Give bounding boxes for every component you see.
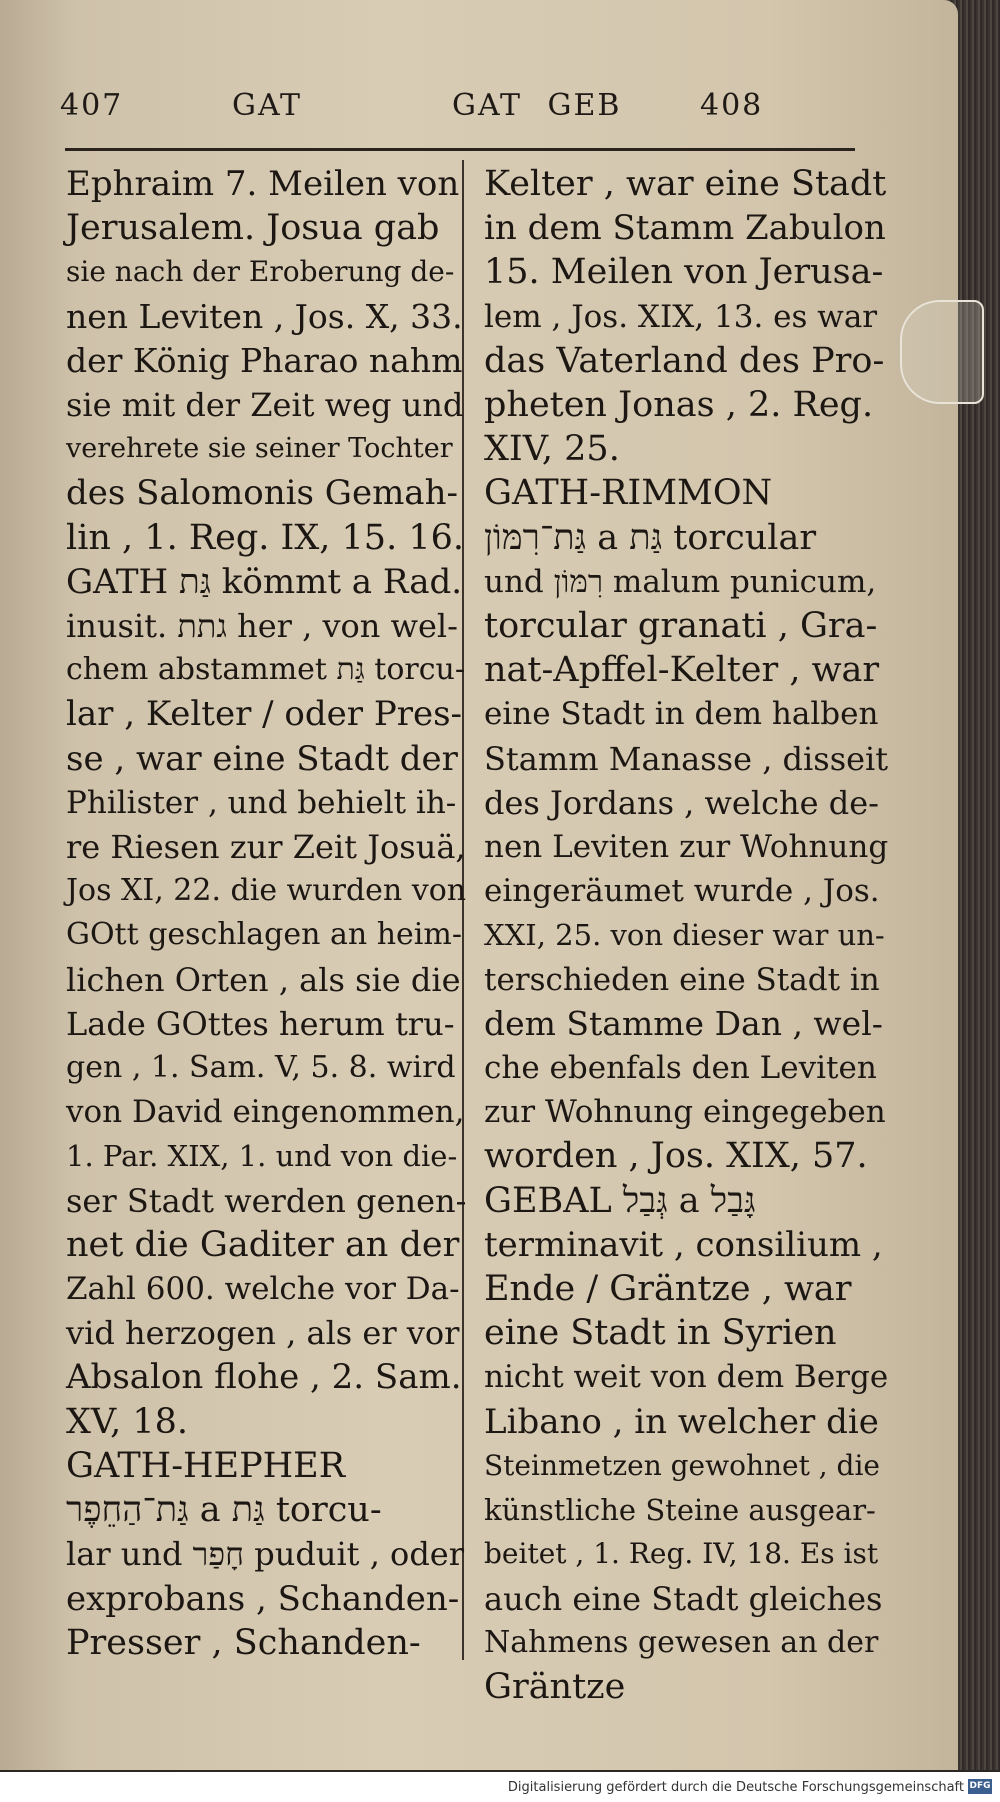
text-line: GATH-HEPHER [66, 1445, 346, 1486]
text-line: lem , Jos. XIX, 13. es war [484, 298, 878, 335]
text-line: Steinmetzen gewohnet , die [484, 1448, 880, 1482]
right-keyword: GAT GEB [452, 88, 622, 123]
text-line: chem abstammet גַּת torcu- [66, 652, 465, 688]
text-line: גַּת־הַחֵפֶר a גַּת torcu- [66, 1490, 382, 1531]
text-line: eingeräumet wurde , Jos. [484, 873, 880, 910]
text-line: 15. Meilen von Jerusa- [484, 252, 884, 293]
text-line: Absalon flohe , 2. Sam. [66, 1357, 462, 1398]
text-line: Jerusalem. Josua gab [66, 208, 440, 249]
text-line: Kelter , war eine Stadt [484, 164, 887, 204]
text-line: sie mit der Zeit weg und [66, 386, 464, 425]
text-line: nen Leviten zur Wohnung [484, 829, 889, 866]
text-line: Jos XI, 22. die wurden von [66, 873, 467, 909]
text-line: che ebenfals den Leviten [484, 1050, 877, 1087]
text-line: beitet , 1. Reg. IV, 18. Es ist [484, 1537, 879, 1571]
text-line: verehrete sie seiner Tochter [66, 433, 453, 465]
text-line: der König Pharao nahm [66, 340, 463, 380]
text-line: XIV, 25. [484, 429, 620, 470]
text-line: sie nach der Eroberung de- [66, 255, 455, 289]
funding-credit: Digitalisierung gefördert durch die Deutsche Forschungsgemeinschaft [507, 1780, 964, 1795]
text-line: Presser , Schanden- [66, 1622, 421, 1663]
text-line: Stamm Manasse , disseit [484, 739, 889, 778]
text-line: se , war eine Stadt der [66, 738, 458, 779]
text-line: ser Stadt werden genen- [66, 1181, 467, 1220]
text-line: das Vaterland des Pro- [484, 340, 885, 381]
text-line: eine Stadt in dem halben [484, 696, 879, 733]
text-line: künstliche Steine ausgear- [484, 1493, 876, 1528]
text-line: nicht weit von dem Berge [484, 1359, 889, 1396]
text-line: XXI, 25. von dieser war un- [484, 918, 885, 953]
header-rule [65, 148, 855, 151]
left-keyword: GAT [232, 88, 302, 123]
text-line: exprobans , Schanden- [66, 1578, 460, 1619]
text-line: inusit. גתת her , von wel- [66, 607, 458, 646]
page-clip-tab [900, 300, 984, 404]
text-line: GEBAL גְּבַל a גָּבַל [484, 1180, 756, 1221]
text-line: dem Stamme Dan , wel- [484, 1003, 883, 1043]
right-page-number: 408 [700, 88, 764, 123]
text-line: Gräntze [484, 1666, 626, 1707]
text-line: nen Leviten , Jos. X, 33. [66, 296, 463, 336]
text-line: nat-Apffel-Kelter , war [484, 650, 880, 691]
digitization-footer [0, 1772, 1000, 1802]
text-line: pheten Jonas , 2. Reg. [484, 385, 874, 426]
text-line: gen , 1. Sam. V, 5. 8. wird [66, 1050, 456, 1086]
text-line: גַּת־רִמּוֹן a גַּת torcular [484, 517, 817, 558]
text-line: net die Gaditer an der [66, 1224, 460, 1265]
text-line: XV, 18. [66, 1401, 188, 1442]
running-header [60, 88, 880, 148]
text-line: GOtt geschlagen an heim- [66, 917, 462, 953]
text-line: Libano , in welcher die [484, 1401, 879, 1442]
text-line: des Salomonis Gemah- [66, 473, 458, 514]
text-line: zur Wohnung eingegeben [484, 1094, 886, 1131]
text-line: lin , 1. Reg. IX, 15. 16. [66, 517, 464, 558]
text-line: Philister , und behielt ih- [66, 784, 457, 821]
right-text-column [484, 162, 888, 1709]
text-line: lichen Orten , als sie die [66, 960, 461, 999]
text-line: worden , Jos. XIX, 57. [484, 1136, 868, 1177]
text-line: des Jordans , welche de- [484, 783, 879, 822]
left-page-number: 407 [60, 88, 124, 123]
dfg-logo: DFG [968, 1779, 992, 1794]
text-line: GATH גַּת kömmt a Rad. [66, 561, 463, 602]
text-line: von David eingenommen, [66, 1094, 465, 1131]
text-line: und רִמּוֹן malum punicum, [484, 563, 877, 600]
text-line: Ende / Gräntze , war [484, 1269, 852, 1310]
text-line: in dem Stamm Zabulon [484, 208, 886, 249]
text-line: Nahmens gewesen an der [484, 1624, 879, 1660]
text-line: GATH-RIMMON [484, 473, 773, 514]
text-line: terminavit , consilium , [484, 1224, 883, 1265]
text-line: auch eine Stadt gleiches [484, 1579, 883, 1618]
text-line: Ephraim 7. Meilen von [66, 164, 460, 204]
text-line: re Riesen zur Zeit Josuä, [66, 828, 466, 867]
text-line: eine Stadt in Syrien [484, 1313, 837, 1354]
text-line: terschieden eine Stadt in [484, 961, 880, 998]
text-line: vid herzogen , als er vor [66, 1314, 460, 1353]
text-line: lar , Kelter / oder Pres- [66, 694, 463, 735]
text-line: torcular granati , Gra- [484, 606, 878, 647]
text-line: Zahl 600. welche vor Da- [66, 1271, 460, 1308]
text-line: Lade GOttes herum tru- [66, 1004, 455, 1043]
text-line: 1. Par. XIX, 1. und von die- [66, 1139, 458, 1174]
text-line: lar und חָפַר puduit , oder [66, 1535, 465, 1574]
left-text-column [66, 162, 466, 1665]
